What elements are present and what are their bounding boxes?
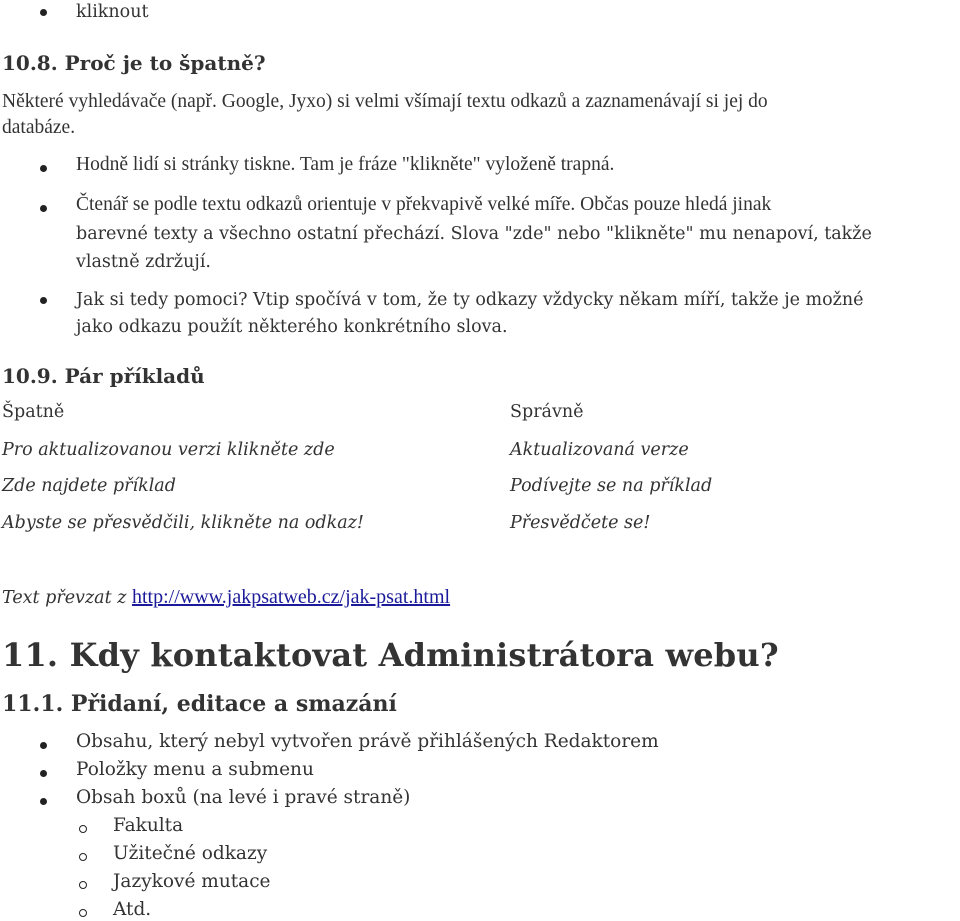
bullet-dot [40,770,47,777]
example-right: Přesvědčete se! [510,513,651,533]
list-item: Hodně lidí si stránky tiskne. Tam je fráze "klikněte" vyloženě trapná. [76,154,615,175]
list-item: Obsahu, který nebyl vytvořen právě přihlášených Redaktorem [76,731,659,752]
list-item-line: vlastně zdržují. [76,252,211,272]
column-header-right: Správně [510,402,584,422]
sub-bullet-circle [79,909,87,917]
list-item: kliknout [76,2,149,22]
sub-bullet-circle [79,853,87,861]
list-item-line: jako odkazu použít některého konkrétního slova. [76,317,508,337]
paragraph-line: databáze. [2,117,76,138]
source-prefix: Text převzat z [2,588,132,608]
example-right: Aktualizovaná verze [510,440,689,460]
example-wrong: Zde najdete příklad [2,476,176,496]
source-link[interactable]: http://www.jakpsatweb.cz/jak-psat.html [131,586,451,608]
paragraph-line: Některé vyhledávače (např. Google, Jyxo) si velmi všímají textu odkazů a zaznamenávají si jej do [2,91,768,112]
example-right: Podívejte se na příklad [510,476,713,496]
list-item: Obsah boxů (na levé i pravé straně) [76,787,411,808]
list-item-line: barevné texty a všechno ostatní přechází. Slova "zde" nebo "klikněte" mu nenapoví, takže [76,224,872,244]
sub-bullet-circle [79,825,87,833]
bullet-dot [40,205,47,212]
bullet-dot [40,297,47,304]
example-wrong: Pro aktualizovanou verzi klikněte zde [2,440,335,460]
sub-list-item: Užitečné odkazy [113,843,268,864]
sub-list-item: Jazykové mutace [113,871,271,892]
subsection-heading-11-1: 11.1. Přidaní, editace a smazání [2,691,397,717]
section-heading-10-8: 10.8. Proč je to špatně? [2,51,266,75]
list-item: Jak si tedy pomoci? Vtip spočívá v tom, že ty odkazy vždycky někam míří, takže je možné [76,290,864,310]
list-item: Položky menu a submenu [76,759,314,780]
section-heading-10-9: 10.9. Pár příkladů [2,364,205,388]
sub-list-item: Fakulta [113,815,184,836]
section-heading-11: 11. Kdy kontaktovat Administrátora webu? [2,636,779,674]
column-header-wrong: Špatně [2,402,65,422]
list-item: Čtenář se podle textu odkazů orientuje v překvapivě velké míře. Občas pouze hledá jinak [76,194,772,215]
bullet-dot [40,9,47,16]
bullet-dot [40,798,47,805]
bullet-dot [40,742,47,749]
source-note [2,586,450,609]
sub-list-item: Atd. [113,899,152,920]
bullet-dot [40,165,47,172]
example-wrong: Abyste se přesvědčili, klikněte na odkaz! [2,513,364,533]
sub-bullet-circle [79,881,87,889]
